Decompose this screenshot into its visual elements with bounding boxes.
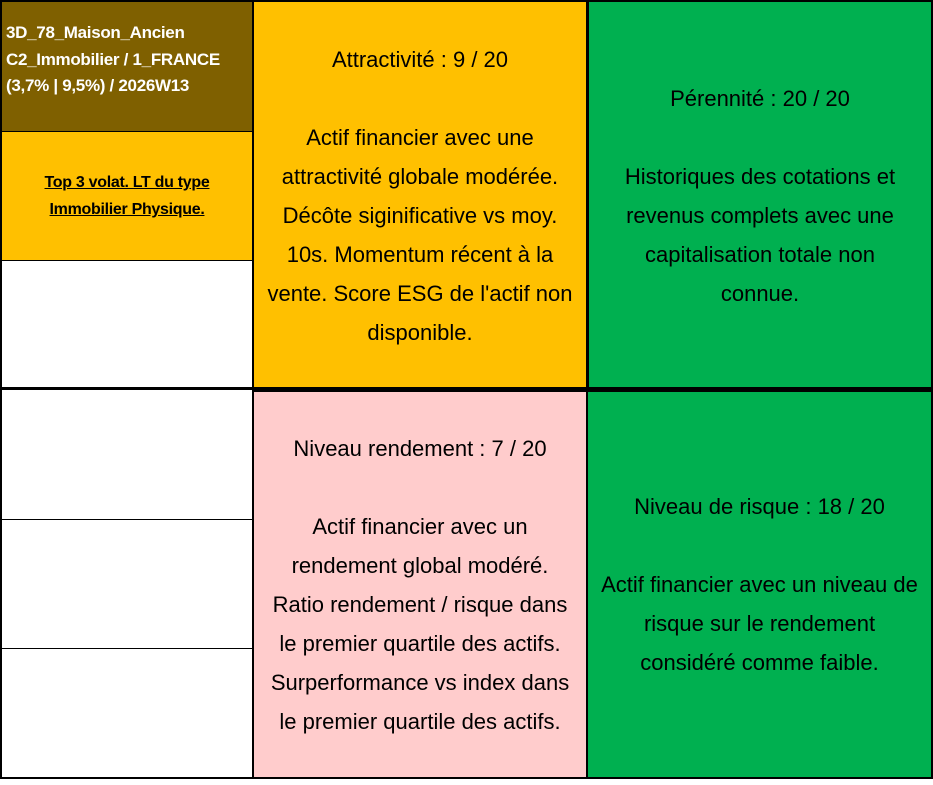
- top3-cell: [2, 131, 252, 261]
- description-line: capitalisation totale non: [645, 241, 875, 267]
- empty-cell-2: [2, 390, 252, 519]
- perennite-description: [619, 157, 901, 313]
- row-separator: [0, 387, 933, 390]
- description-line: 10s. Momentum récent à la: [286, 241, 554, 267]
- description-line: considéré comme faible.: [640, 650, 879, 675]
- description-line: Historiques des cotations et: [624, 163, 896, 189]
- empty-cell-1: [2, 261, 252, 387]
- perennite-panel: [588, 2, 931, 389]
- perennite-score: Pérennité : 20 / 20: [670, 85, 850, 111]
- asset-period: (3,7% | 9,5%) / 2026W13: [6, 76, 190, 95]
- description-line: vente. Score ESG de l'actif non: [267, 280, 573, 306]
- description-line: le premier quartile des actifs.: [279, 708, 561, 734]
- description-line: connue.: [720, 280, 800, 306]
- description-line: Surperformance vs index dans: [270, 669, 570, 695]
- description-line: Actif financier avec un niveau de: [601, 572, 918, 597]
- top3-link-line1: Top 3 volat. LT du type: [44, 174, 210, 191]
- risque-description: [595, 565, 924, 682]
- description-line: Décôte siginificative vs moy.: [282, 202, 558, 228]
- description-line: disponible.: [367, 319, 473, 345]
- description-line: revenus complets avec une: [626, 202, 894, 228]
- attractivite-score: Attractivité : 9 / 20: [331, 46, 509, 72]
- description-line: rendement global modéré.: [291, 552, 549, 578]
- attractivite-description: [261, 118, 578, 352]
- rendement-panel: [252, 389, 588, 777]
- empty-cell-3: [2, 520, 252, 648]
- description-line: Actif financier avec une: [306, 124, 534, 150]
- risque-panel: [588, 389, 931, 777]
- attractivite-panel: [252, 2, 588, 389]
- rendement-score: Niveau rendement : 7 / 20: [293, 435, 547, 461]
- top3-link-line2: Immobilier Physique.: [49, 201, 205, 218]
- rendement-description: [265, 507, 575, 741]
- description-line: risque sur le rendement: [643, 611, 876, 636]
- asset-header: [2, 2, 252, 131]
- asset-category: C2_Immobilier / 1_FRANCE: [6, 49, 220, 69]
- description-line: Ratio rendement / risque dans: [272, 591, 568, 617]
- risque-score: Niveau de risque : 18 / 20: [634, 494, 885, 519]
- description-line: attractivité globale modérée.: [281, 163, 559, 189]
- asset-name: 3D_78_Maison_Ancien: [6, 23, 185, 42]
- description-line: Actif financier avec un: [312, 513, 528, 539]
- top3-volatility-link[interactable]: [27, 169, 227, 223]
- empty-cell-4: [2, 649, 252, 777]
- description-line: le premier quartile des actifs.: [279, 630, 561, 656]
